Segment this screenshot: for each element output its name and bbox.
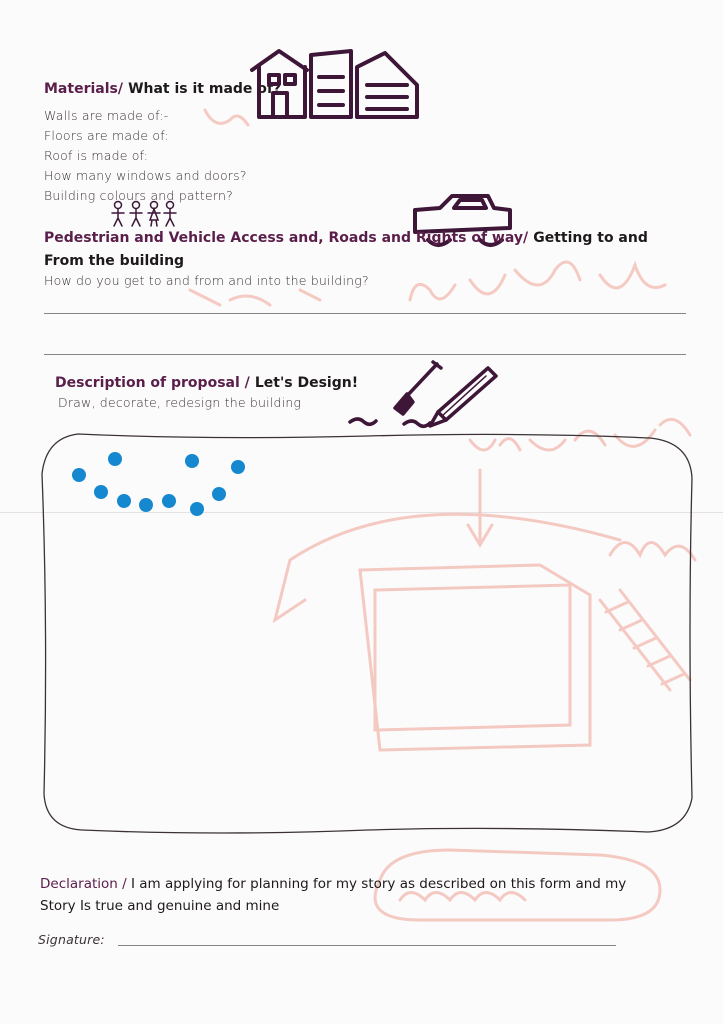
access-answer-line-1[interactable] <box>44 313 686 314</box>
materials-heading <box>44 78 281 97</box>
access-heading-from-building: From the building <box>44 253 185 269</box>
blue-dot <box>190 502 204 516</box>
blue-dot <box>212 487 226 501</box>
materials-list <box>44 106 247 206</box>
blue-dot <box>139 498 153 512</box>
declaration-heading: Declaration / <box>40 876 127 892</box>
pencil-icon <box>400 362 500 432</box>
access-heading-main: Pedestrian and Vehicle Access and, Roads and Rights of way/ <box>44 230 529 246</box>
access-heading-getting-to: Getting to and <box>533 230 648 246</box>
declaration-text-line2: Story Is true and genuine and mine <box>40 898 280 914</box>
proposal-heading-lets-design: Let's Design! <box>254 375 359 391</box>
access-heading <box>44 226 694 272</box>
declaration-text-line1: I am applying for planning for my story as described on this form and my <box>130 876 627 892</box>
blue-dot <box>108 452 122 466</box>
drawing-area[interactable] <box>38 428 698 838</box>
materials-floors-line: Floors are made of: <box>44 128 169 143</box>
blue-dot <box>117 494 131 508</box>
materials-roof-line: Roof is made of: <box>44 148 149 163</box>
materials-colours-line: Building colours and pattern? <box>44 188 233 203</box>
signature-label: Signature: <box>38 932 105 947</box>
signature-line[interactable] <box>118 945 616 946</box>
blue-dot <box>231 460 245 474</box>
proposal-heading-prefix: Description of proposal / <box>55 375 250 391</box>
materials-windows-doors-line: How many windows and doors? <box>44 168 247 183</box>
blue-dot <box>185 454 199 468</box>
blue-dot <box>72 468 86 482</box>
buildings-icon <box>247 45 422 125</box>
access-prompt: How do you get to and from and into the building? <box>44 273 369 288</box>
materials-heading-question: What is it made of? <box>128 81 282 97</box>
proposal-instruction: Draw, decorate, redesign the building <box>58 395 302 410</box>
blue-dot <box>94 485 108 499</box>
declaration <box>40 873 690 917</box>
blue-dot <box>162 494 176 508</box>
proposal-heading <box>55 372 358 391</box>
access-answer-line-2[interactable] <box>44 354 686 355</box>
materials-heading-prefix: Materials/ <box>44 81 123 97</box>
materials-walls-line: Walls are made of:- <box>44 108 169 123</box>
